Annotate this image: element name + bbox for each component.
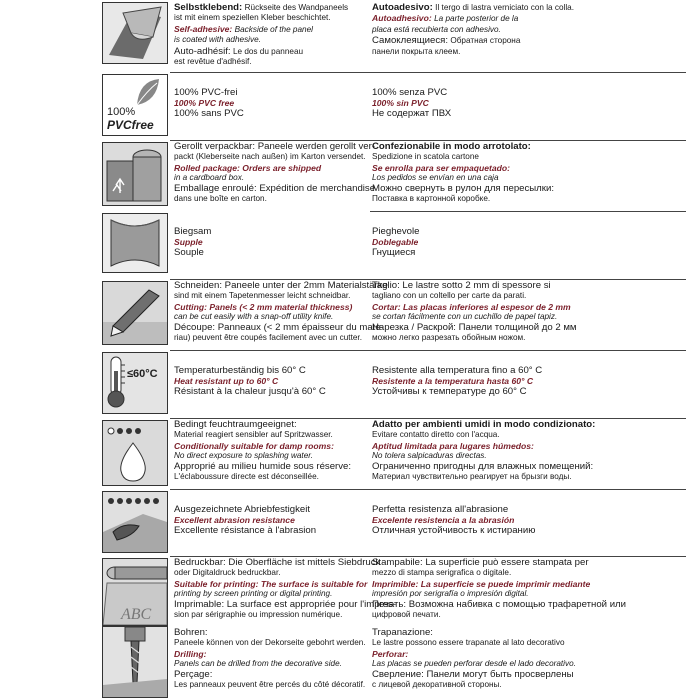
text-ru-1: Ограниченно пригодны для влажных помещений: (372, 460, 594, 472)
rolled-box-icon (102, 142, 168, 206)
text-it-es-ru (372, 281, 672, 343)
text-de-2: packt (Kleberseite nach außen) im Karton versendet. (174, 152, 366, 162)
text-de: Biegsam (174, 226, 212, 237)
text-fr-1: Emballage enroulé: Expédition de merchandise (174, 182, 376, 194)
text-de-2: Paneele können von der Dekorseite gebohrt werden. (174, 638, 366, 648)
text-ru-2: Поставка в картонной коробке. (372, 194, 491, 204)
text-fr: Souple (174, 246, 204, 258)
text-ru: Гнущиеся (372, 246, 416, 258)
drill-icon (102, 626, 168, 698)
text-fr-1: Perçage: (174, 668, 213, 680)
text-en-1: Suitable for printing: The surface is suitable for (174, 578, 368, 589)
text-it-1: Stampabile: La superficie può essere stampata per (372, 557, 589, 568)
text-de-en-fr (174, 366, 364, 397)
text-it-es-ru (372, 628, 672, 690)
text-es-2: se cortan fácilmente con un cuchillo de papel tapiz. (372, 312, 558, 322)
pvc-free-percent: 100% (107, 106, 136, 118)
text-de-2: Material reagiert sensibler auf Spritzwasser. (174, 430, 333, 440)
text-ru-2: цифровой печати. (372, 610, 441, 620)
text-en-2: in a cardboard box. (174, 173, 245, 183)
text-fr-2: riau) peuvent être coupés facilement avec un cutter. (174, 333, 362, 343)
text-es-1: Perforar: (372, 648, 409, 659)
text-fr: 100% sans PVC (174, 107, 244, 119)
text-de-2: sind mit einem Tapetenmesser leicht schneidbar. (174, 291, 351, 301)
pvc-free-label: PVCfree (107, 118, 154, 132)
text-it-2: mezzo di stampa serigrafica o digitale. (372, 568, 512, 578)
heading-de: Selbstklebend: (174, 2, 243, 13)
text-fr-1: Le dos du panneau (232, 46, 304, 56)
text-it: Pieghevole (372, 226, 420, 237)
text-it-1: Taglio: Le lastre sotto 2 mm di spessore si (372, 280, 551, 291)
text-it: Resistente alla temperatura fino a 60° C (372, 365, 543, 376)
text-es: 100% sin PVC (372, 98, 429, 109)
text-fr-2: dans une boîte en carton. (174, 194, 267, 204)
divider (370, 211, 686, 212)
text-en-1: Conditionally suitable for damp rooms: (174, 440, 334, 451)
text-fr-2: L'éclaboussure directe est déconseillée. (174, 472, 319, 482)
adhesive-peel-icon (102, 2, 168, 64)
text-it-1: Confezionabile in modo arrotolato: (372, 141, 531, 152)
text-it-1: Trapanazione: (372, 627, 433, 638)
text-de-en-fr (174, 557, 397, 620)
abrasion-icon (102, 491, 168, 553)
text-es-1: Imprimible: La superficie se puede imprimir mediante (372, 578, 591, 589)
text-es-2: placa está recubierta con adhesivo. (372, 24, 501, 34)
text-de-1: Rückseite des Wandpaneels (244, 3, 349, 12)
text-ru-2: Материал чувствительно реагирует на брызги воды. (372, 472, 572, 482)
divider (170, 350, 686, 351)
pvc-free-icon (102, 74, 168, 136)
text-es: Doblegable (372, 237, 419, 248)
text-en-1: Backside of the panel (234, 24, 313, 34)
text-it: Perfetta resistenza all'abrasione (372, 504, 509, 515)
text-es-1: La parte posterior de la (434, 14, 519, 24)
text-de-en-fr (174, 420, 364, 482)
text-de-en-fr (174, 227, 364, 258)
text-de-en-fr (174, 505, 364, 536)
text-de-en-fr (174, 280, 388, 343)
text-ru-1: Сверление: Панели могут быть просверлены (372, 668, 574, 680)
text-en-2: printing by screen printing or digital printing. (174, 589, 333, 599)
heading-fr: Auto-adhésif: (174, 45, 231, 57)
text-de-1: Bohren: (174, 627, 208, 638)
text-fr: Résistant à la chaleur jusqu'à 60° C (174, 385, 326, 397)
text-de: Ausgezeichnete Abriebfestigkeit (174, 504, 310, 515)
text-en: 100% PVC free (174, 98, 235, 109)
text-de: 100% PVC-frei (174, 87, 238, 98)
text-ru: Устойчивы к температуре до 60° C (372, 385, 527, 397)
divider (170, 72, 686, 73)
text-en-1: Rolled package: Orders are shipped (174, 162, 322, 173)
printing-icon (102, 558, 168, 626)
text-en: Excellent abrasion resistance (174, 515, 295, 526)
text-fr-1: Imprimable: La surface est appropriée pour l'impres- (174, 598, 397, 610)
text-fr: Excellente résistance à l'abrasion (174, 524, 317, 536)
text-de-en-fr (174, 628, 364, 690)
flexible-panel-icon (102, 213, 168, 273)
text-ru: Отличная устойчивость к истиранию (372, 524, 536, 536)
text-fr-2: sion par sérigraphie ou impression numérique. (174, 610, 343, 620)
text-it-es-ru (372, 558, 672, 620)
text-es-2: Los pedidos se envían en una caja (372, 173, 499, 183)
text-fr-1: Approprié au milieu humide sous réserve: (174, 460, 352, 472)
text-it-2: Spedizione in scatola cartone (372, 152, 479, 162)
text-it-es-ru (372, 366, 672, 397)
text-en-2: can be cut easily with a snap-off utility knife. (174, 312, 334, 322)
text-de: Temperaturbeständig bis 60° C (174, 365, 306, 376)
text-en-1: Drilling: (174, 648, 207, 659)
text-en-1: Cutting: Panels (< 2 mm material thickness) (174, 301, 353, 312)
text-es: Resistente a la temperatura hasta 60° C (372, 376, 534, 387)
text-en-2: No direct exposure to splashing water. (174, 451, 313, 461)
text-it-1: Il tergo di lastra verniciato con la colla. (435, 3, 574, 12)
text-it: 100% senza PVC (372, 87, 448, 98)
text-es-2: No tolera salpicaduras directas. (372, 451, 487, 461)
text-fr-2: Les panneaux peuvent être percés du côté décoratif. (174, 680, 366, 690)
text-es: Excelente resistencia a la abrasión (372, 515, 515, 526)
heading-it: Autoadesivo: (372, 2, 433, 13)
divider (170, 489, 686, 490)
text-de-en-fr (174, 141, 376, 204)
text-es-1: Aptitud limitada para lugares húmedos: (372, 440, 534, 451)
text-de-2: oder Digitaldruck bedruckbar. (174, 568, 281, 578)
text-de-en-fr (174, 88, 364, 119)
text-it-2: Evitare contatto diretto con l'acqua. (372, 430, 500, 440)
text-ru-1: Можно свернуть в рулон для пересылки: (372, 182, 555, 194)
heading-en: Self-adhesive: (174, 23, 233, 34)
text-es-1: Se enrolla para ser empaquetado: (372, 162, 511, 173)
heading-es: Autoadhesivo: (372, 13, 432, 24)
text-it-1: Adatto per ambienti umidi in modo condizionato: (372, 419, 596, 430)
text-es-1: Cortar: Las placas inferiores al espesor de 2 mm (372, 301, 571, 312)
text-ru-2: с лицевой декоративной стороны. (372, 680, 502, 690)
text-it-2: Le lastre possono essere trapanate al lato decorativo (372, 638, 565, 648)
text-de-en-fr (174, 2, 364, 67)
text-ru-1: Обратная сторона (450, 36, 521, 46)
text-de-2: ist mit einem speziellen Kleber beschichtet. (174, 13, 331, 23)
text-it-2: tagliano con un coltello per carte da parati. (372, 291, 527, 301)
temperature-label: ≤60°C (127, 368, 158, 380)
text-es-2: impresión por serigrafía o impresión digital. (372, 589, 529, 599)
text-fr-1: Découpe: Panneaux (< 2 mm épaisseur du mate- (174, 321, 384, 333)
text-en: Supple (174, 237, 203, 248)
text-en-2: Panels can be drilled from the decorative side. (174, 659, 342, 669)
text-it-es-ru (372, 2, 672, 57)
text-de-1: Bedruckbar: Die Oberfläche ist mittels Siebdruck (174, 557, 381, 568)
thermometer-icon (102, 352, 168, 414)
text-it-es-ru (372, 227, 672, 258)
print-sample-text: ABC (121, 606, 152, 623)
text-es-2: Las placas se pueden perforar desde el lado decorativo. (372, 659, 576, 669)
text-it-es-ru (372, 505, 672, 536)
text-it-es-ru (372, 142, 672, 204)
text-it-es-ru (372, 420, 672, 482)
text-fr-2: est revêtue d'adhésif. (174, 57, 252, 67)
text-de-1: Bedingt feuchtraumgeeignet: (174, 419, 297, 430)
text-ru-2: панели покрыта клеем. (372, 46, 461, 56)
water-drop-icon (102, 420, 168, 486)
text-en: Heat resistant up to 60° C (174, 376, 279, 387)
cutter-knife-icon (102, 281, 168, 345)
heading-ru: Самоклеящиеся: (372, 35, 448, 47)
text-ru-1: Нарезка / Раскрой: Панели толщиной до 2 мм (372, 321, 577, 333)
text-ru-2: можно легко разрезать обойным ножом. (372, 333, 526, 343)
text-it-es-ru (372, 88, 672, 119)
text-de-1: Schneiden: Paneele unter der 2mm Materialstärke (174, 280, 388, 291)
text-ru: Не содержат ПВХ (372, 107, 452, 119)
text-de-1: Gerollt verpackbar: Paneele werden gerollt ver- (174, 141, 376, 152)
text-ru-1: Печать: Возможна набивка с помощью трафаретной или (372, 598, 627, 610)
text-en-2: is coated with adhesive. (174, 35, 261, 45)
